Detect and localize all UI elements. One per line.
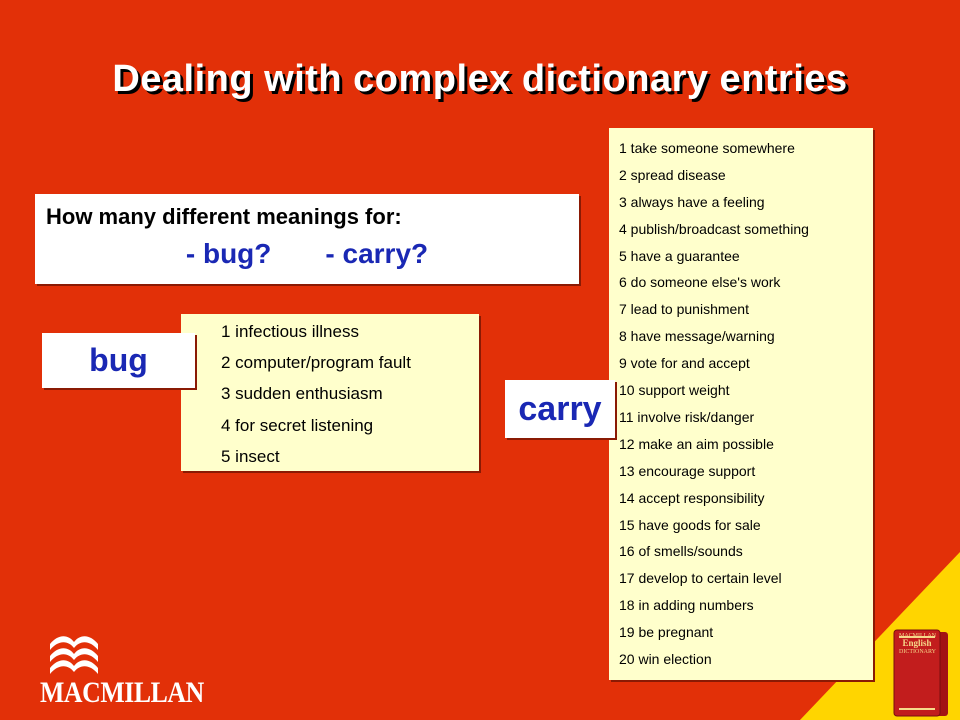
list-item: 3 always have a feeling xyxy=(619,194,765,210)
list-item: 4 for secret listening xyxy=(221,416,374,435)
list-item: 14 accept responsibility xyxy=(619,490,765,506)
list-item: 9 vote for and accept xyxy=(619,355,750,371)
list-item: 4 publish/broadcast something xyxy=(619,221,809,237)
slide-title: Dealing with complex dictionary entries xyxy=(112,58,848,100)
question-text: How many different meanings for: xyxy=(46,204,402,229)
list-item: 1 infectious illness xyxy=(221,322,359,341)
dictionary-book-title: MACMILLAN English DICTIONARY xyxy=(899,633,936,655)
bug-word-label: bug xyxy=(42,333,195,388)
list-item: 5 have a guarantee xyxy=(619,248,740,264)
list-item: 5 insect xyxy=(221,447,280,466)
list-item: 10 support weight xyxy=(619,382,730,398)
question-box xyxy=(35,194,579,284)
list-item: 2 computer/program fault xyxy=(221,353,411,372)
carry-word-label: carry xyxy=(505,380,615,438)
question-words xyxy=(35,238,579,270)
list-item: 7 lead to punishment xyxy=(619,301,749,317)
carry-meanings-list xyxy=(609,128,873,680)
list-item: 15 have goods for sale xyxy=(619,517,761,533)
list-item: 11 involve risk/danger xyxy=(619,409,755,425)
list-item: 12 make an aim possible xyxy=(619,436,774,452)
list-item: 18 in adding numbers xyxy=(619,597,754,613)
list-item: 13 encourage support xyxy=(619,463,756,479)
list-item: 3 sudden enthusiasm xyxy=(221,384,383,403)
publisher-wordmark: MACMILLAN xyxy=(40,676,204,709)
list-item: 6 do someone else's work xyxy=(619,274,781,290)
question-word-bug: - bug? xyxy=(185,238,272,269)
list-item: 20 win election xyxy=(619,651,712,667)
list-item: 2 spread disease xyxy=(619,167,726,183)
list-item: 19 be pregnant xyxy=(619,624,714,640)
list-item: 17 develop to certain level xyxy=(619,570,782,586)
list-item: 8 have message/warning xyxy=(619,328,775,344)
list-item: 1 take someone somewhere xyxy=(619,140,795,156)
list-item: 16 of smells/sounds xyxy=(619,543,743,559)
bug-meanings-list xyxy=(181,314,479,471)
question-word-carry: - carry? xyxy=(325,238,429,269)
